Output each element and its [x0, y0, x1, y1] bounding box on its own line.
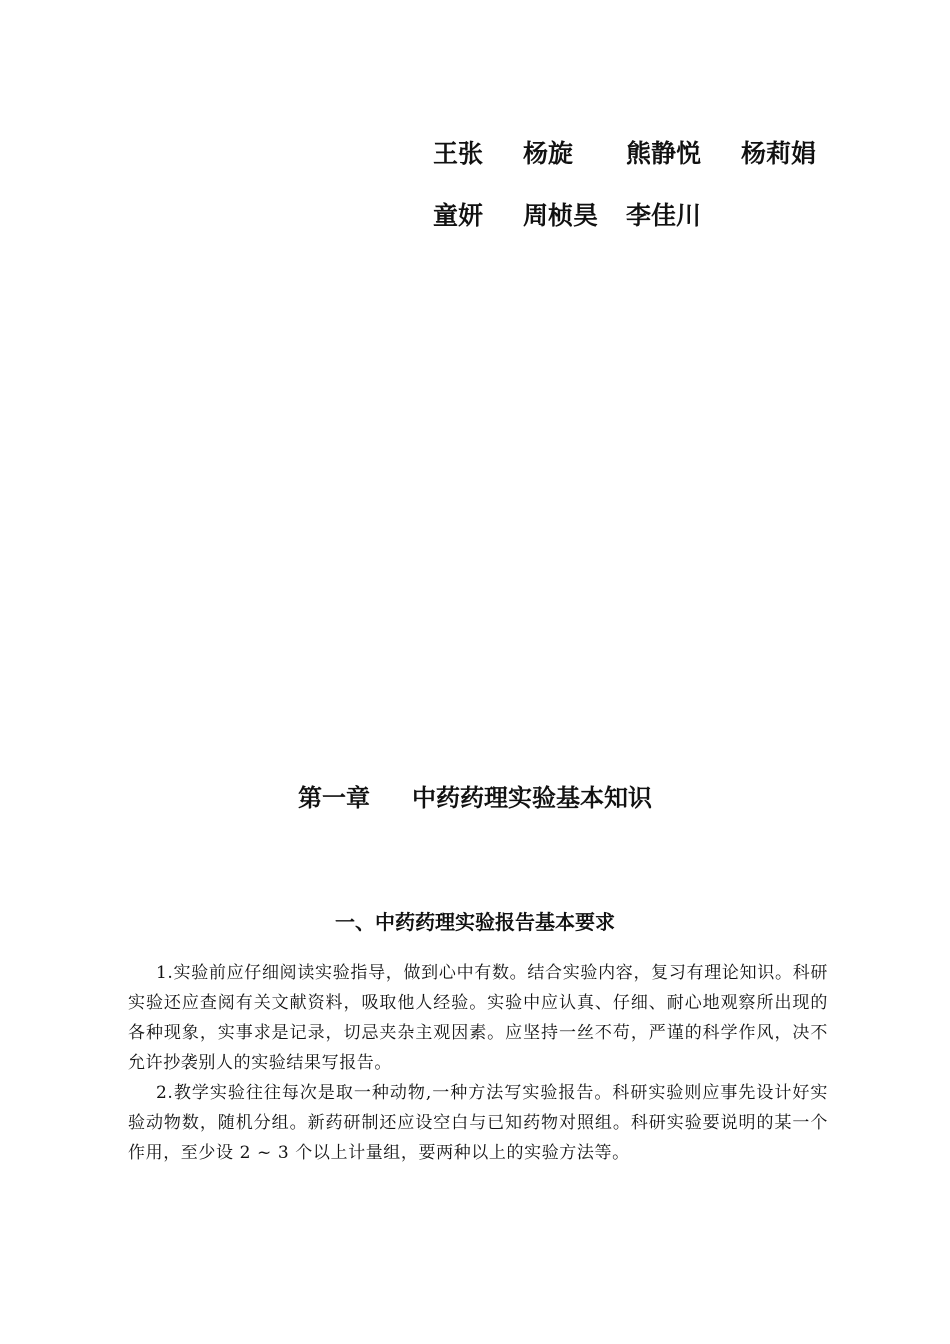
chapter-number: 第一章: [298, 784, 370, 812]
author-row-1: [433, 132, 816, 172]
paragraph: 1.实验前应仔细阅读实验指导，做到心中有数。结合实验内容，复习有理论知识。科研实验还应查阅有关文献资料，吸取他人经验。实验中应认真、仔细、耐心地观察所出现的各种现象，实事求是记录，切忌夹杂主观因素。应坚持一丝不苟，严谨的科学作风，决不允许抄袭别人的实验结果写报告。: [128, 963, 828, 1073]
author-name: 杨莉娟: [741, 139, 817, 168]
chapter-heading: [0, 778, 950, 813]
author-name: 王张: [433, 139, 484, 168]
author-name: 杨旋: [523, 139, 574, 168]
paragraph: 2.教学实验往往每次是取一种动物,一种方法写实验报告。科研实验则应事先设计好实验动物数，随机分组。新药研制还应设空白与已知药物对照组。科研实验要说明的某一个作用，至少设 2 ~ 3 个以上计量组，要两种以上的实验方法等。: [128, 1083, 828, 1163]
author-list: [433, 132, 816, 256]
author-name: 李佳川: [626, 201, 702, 230]
body-text: [128, 958, 828, 1168]
author-name: 童妍: [433, 201, 484, 230]
author-row-2: [433, 194, 816, 234]
chapter-title: 中药药理实验基本知识: [412, 784, 652, 812]
author-name: 熊静悦: [626, 139, 702, 168]
author-name: 周桢昊: [523, 201, 599, 230]
section-heading: 一、中药药理实验报告基本要求: [335, 910, 615, 934]
